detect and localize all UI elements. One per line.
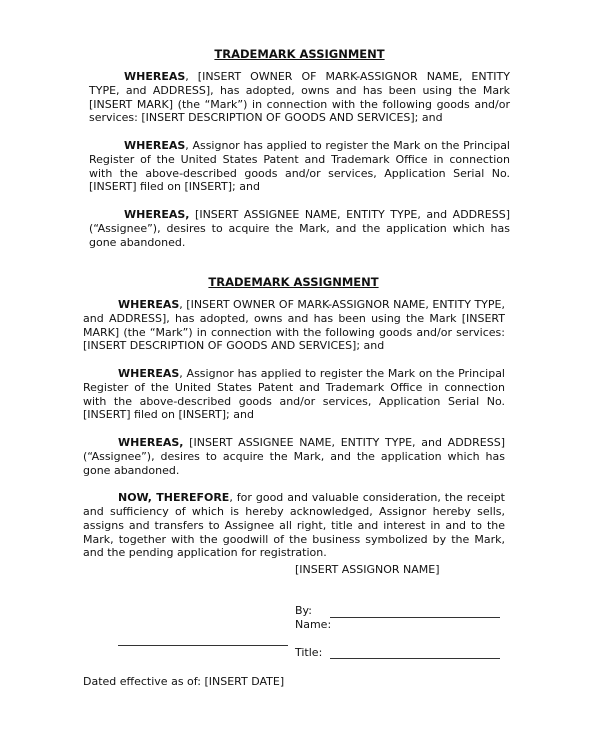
now-therefore-lead: NOW, THEREFORE xyxy=(118,491,230,505)
whereas-lead: WHEREAS xyxy=(124,70,186,83)
paragraph-text: , Assignor has applied to register the Mark on the Principal Register of the United States Patent and Trademark Office in connection with the above-described goods and/or services, Application Serial No. [INSERT] filed on [INSERT]; and xyxy=(83,366,505,422)
assignor-name: [INSERT ASSIGNOR NAME] xyxy=(295,563,440,576)
name-label: Name: xyxy=(295,618,332,631)
title-label: Title: xyxy=(295,646,323,659)
dated-effective: Dated effective as of: [INSERT DATE] xyxy=(83,675,285,688)
paragraph-text: , for good and valuable consideration, the receipt and sufficiency of which is hereby acknowledged, Assignor hereby sells, assigns and transfers to Assignee all right, title and interest in and to the Mark, together with the goodwill of the business symbolized by the Mark, and the pending application for registration. xyxy=(83,491,505,560)
paragraph-text: [INSERT ASSIGNEE NAME, ENTITY TYPE, and ADDRESS] (“Assignee”), desires to acquire the Mark, and the application which has gone abandoned. xyxy=(83,435,505,477)
whereas-paragraph-1 xyxy=(89,70,510,125)
document-copy-2 xyxy=(83,298,505,560)
assignee-signature-line[interactable] xyxy=(118,645,288,646)
whereas-paragraph-2 xyxy=(83,367,505,422)
whereas-lead: WHEREAS xyxy=(118,366,180,380)
paragraph-text: , Assignor has applied to register the Mark on the Principal Register of the United States Patent and Trademark Office in connection with the above-described goods and/or services, Application Serial No. [INSERT] filed on [INSERT]; and xyxy=(89,138,510,194)
by-signature-line[interactable] xyxy=(330,617,500,618)
whereas-paragraph-3 xyxy=(89,208,510,249)
whereas-lead: WHEREAS xyxy=(124,138,186,152)
whereas-paragraph-1 xyxy=(83,298,505,353)
document-title: TRADEMARK ASSIGNMENT xyxy=(214,47,385,61)
whereas-lead: WHEREAS, xyxy=(124,207,190,221)
paragraph-text: , [INSERT OWNER OF MARK-ASSIGNOR NAME, ENTITY TYPE, and ADDRESS], has adopted, owns and has been using the Mark [INSERT MARK] (the “Mark”) in connection with the following goods and/or services: [INSERT DESCRIPTION OF GOODS AND SERVICES]; and xyxy=(83,298,505,353)
whereas-lead: WHEREAS, xyxy=(118,435,184,449)
whereas-paragraph-3 xyxy=(83,436,505,477)
by-label: By: xyxy=(295,604,312,617)
whereas-paragraph-2 xyxy=(89,139,510,194)
document-title: TRADEMARK ASSIGNMENT xyxy=(208,275,379,289)
document-copy-1 xyxy=(89,70,510,249)
title-signature-line[interactable] xyxy=(330,658,500,659)
whereas-lead: WHEREAS xyxy=(118,298,180,311)
paragraph-text: [INSERT ASSIGNEE NAME, ENTITY TYPE, and ADDRESS] (“Assignee”), desires to acquire the Mark, and the application which has gone abandoned. xyxy=(89,207,510,249)
now-therefore-paragraph xyxy=(83,491,505,560)
paragraph-text: , [INSERT OWNER OF MARK-ASSIGNOR NAME, ENTITY TYPE, and ADDRESS], has adopted, owns and has been using the Mark [INSERT MARK] (the “Mark”) in connection with the following goods and/or services: [INSERT DESCRIPTION OF GOODS AND SERVICES]; and xyxy=(89,70,510,125)
